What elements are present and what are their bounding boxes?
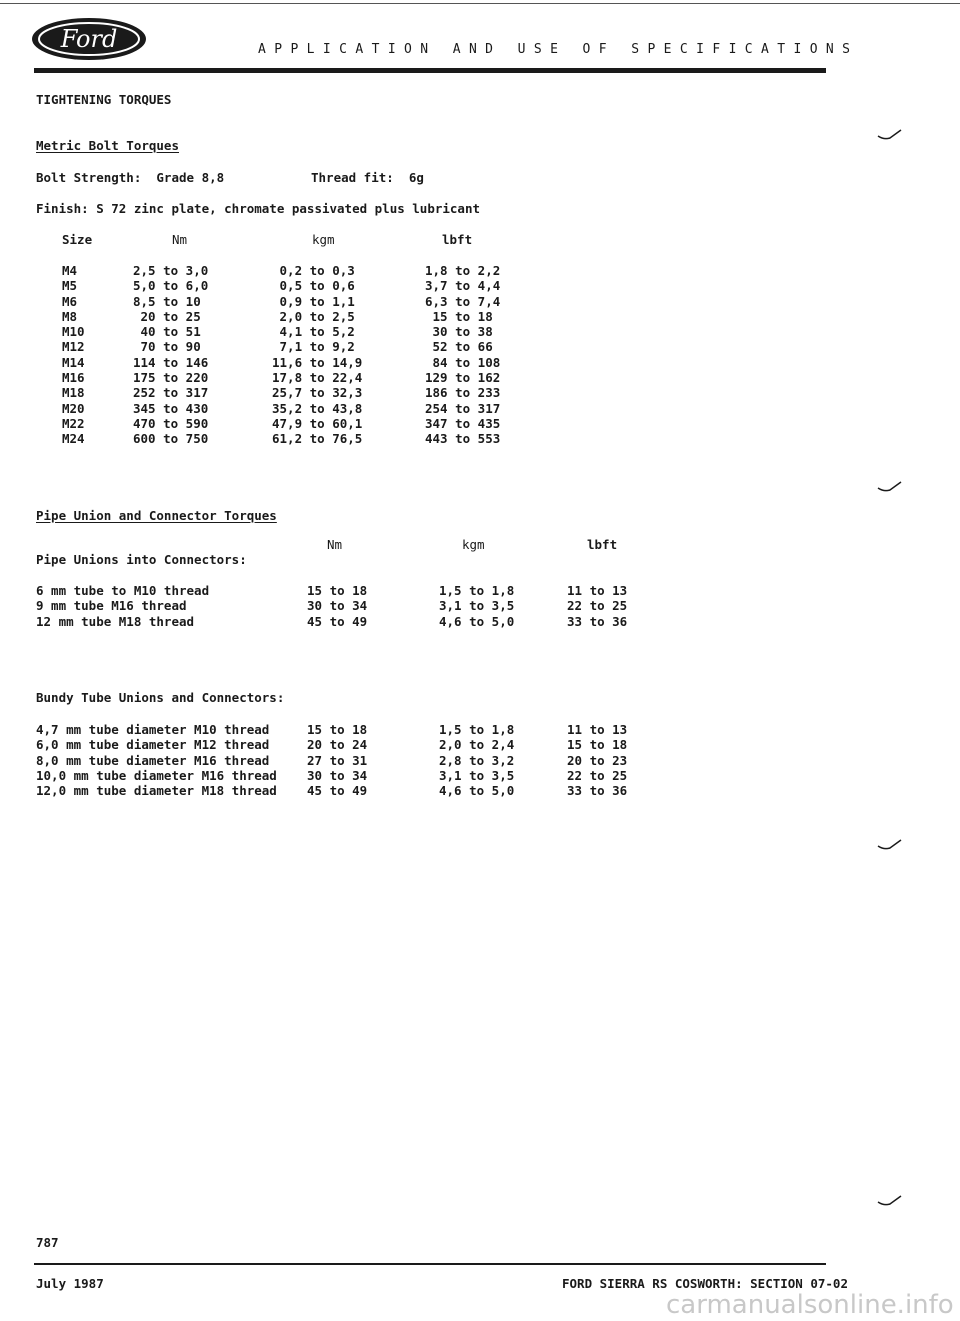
table-cell: 4,1 to 5,2	[272, 324, 355, 340]
table-cell: 254 to 317	[425, 400, 501, 416]
table-cell: 129 to 162	[425, 370, 501, 386]
table-cell: 1,5 to 1,8	[439, 722, 515, 737]
footer-rule	[34, 1263, 826, 1265]
table-cell: 6,0 mm tube diameter M12 thread	[36, 737, 270, 753]
table-cell: 45 to 49	[307, 613, 368, 629]
table-cell: 25,7 to 32,3	[272, 385, 363, 401]
table-cell: 6,3 to 7,4	[425, 293, 501, 309]
pipe-unions-nm-column	[307, 583, 367, 629]
table-cell: M24	[62, 431, 85, 447]
table-cell: M8	[62, 308, 78, 324]
table-cell: 252 to 317	[133, 385, 209, 401]
table-cell: 11,6 to 14,9	[272, 354, 363, 370]
table-cell: M4	[62, 263, 78, 278]
table-cell: 9 mm tube M16 thread	[36, 598, 187, 614]
table-cell: 3,1 to 3,5	[439, 598, 515, 614]
table-cell: 47,9 to 60,1	[272, 415, 363, 431]
table-cell: M22	[62, 415, 85, 431]
table-cell: 70 to 90	[133, 339, 201, 355]
table-cell: 2,0 to 2,5	[272, 308, 355, 324]
table-cell: 27 to 31	[307, 752, 368, 768]
table-cell: 15 to 18	[567, 737, 628, 753]
table-cell: 30 to 38	[425, 324, 493, 340]
pipe-col-header-nm: Nm	[327, 537, 343, 552]
table-cell: 3,1 to 3,5	[439, 767, 515, 783]
table-cell: 30 to 34	[307, 598, 368, 614]
table-cell: 15 to 18	[425, 308, 493, 324]
metric-lbft-column	[425, 263, 500, 447]
ford-logo	[30, 16, 148, 62]
table-cell: 35,2 to 43,8	[272, 400, 363, 416]
pipe-col-header-lbft: lbft	[587, 537, 618, 552]
table-cell: 33 to 36	[567, 783, 628, 799]
bundy-desc-column	[36, 722, 277, 798]
pipe-col-header-kgm: kgm	[462, 537, 485, 552]
table-cell: 2,8 to 3,2	[439, 752, 515, 768]
table-cell: M6	[62, 293, 78, 309]
top-hairline	[0, 3, 960, 4]
pipe-heading: Pipe Union and Connector Torques	[36, 508, 277, 523]
table-cell: 45 to 49	[307, 783, 368, 799]
table-cell: 2,0 to 2,4	[439, 737, 515, 753]
table-cell: 470 to 590	[133, 415, 209, 431]
pipe-unions-desc-column	[36, 583, 209, 629]
table-cell: 61,2 to 76,5	[272, 431, 363, 447]
table-cell: 345 to 430	[133, 400, 209, 416]
table-cell: 11 to 13	[567, 583, 628, 598]
table-cell: 20 to 24	[307, 737, 368, 753]
table-cell: 6 mm tube to M10 thread	[36, 583, 210, 598]
table-cell: 7,1 to 9,2	[272, 339, 355, 355]
col-header-lbft: lbft	[442, 232, 473, 247]
table-cell: 15 to 18	[307, 583, 368, 598]
table-cell: 186 to 233	[425, 385, 501, 401]
thread-fit: Thread fit: 6g	[311, 170, 424, 185]
col-header-nm: Nm	[172, 232, 188, 247]
table-cell: 4,6 to 5,0	[439, 613, 515, 629]
table-cell: 33 to 36	[567, 613, 628, 629]
pipe-unions-kgm-column	[439, 583, 514, 629]
col-header-kgm: kgm	[312, 232, 335, 247]
table-cell: M16	[62, 370, 85, 386]
table-cell: M20	[62, 400, 85, 416]
table-cell: 22 to 25	[567, 598, 628, 614]
table-cell: M14	[62, 354, 85, 370]
table-cell: 17,8 to 22,4	[272, 370, 363, 386]
table-cell: 12,0 mm tube diameter M18 thread	[36, 783, 277, 799]
watermark: carmanualsonline.info	[666, 1290, 954, 1320]
table-cell: 84 to 108	[425, 354, 501, 370]
table-cell: 22 to 25	[567, 767, 628, 783]
table-cell: 4,7 mm tube diameter M10 thread	[36, 722, 270, 737]
table-cell: 5,0 to 6,0	[133, 278, 209, 294]
table-cell: 1,8 to 2,2	[425, 263, 501, 278]
table-cell: 12 mm tube M18 thread	[36, 613, 195, 629]
table-cell: 30 to 34	[307, 767, 368, 783]
table-cell: 443 to 553	[425, 431, 501, 447]
margin-tick-icon	[876, 838, 904, 852]
section-title: TIGHTENING TORQUES	[36, 92, 172, 107]
table-cell: 52 to 66	[425, 339, 493, 355]
page-header-title: APPLICATION AND USE OF SPECIFICATIONS	[258, 42, 859, 57]
header-rule	[34, 68, 826, 73]
table-cell: 40 to 51	[133, 324, 201, 340]
table-cell: M12	[62, 339, 85, 355]
table-cell: 0,5 to 0,6	[272, 278, 355, 294]
table-cell: M5	[62, 278, 78, 294]
bundy-lbft-column	[567, 722, 627, 798]
table-cell: 4,6 to 5,0	[439, 783, 515, 799]
footer-date: July 1987	[36, 1276, 104, 1291]
page-number: 787	[36, 1235, 59, 1250]
bundy-nm-column	[307, 722, 367, 798]
col-header-size: Size	[62, 232, 93, 247]
footer-doc-reference: FORD SIERRA RS COSWORTH: SECTION 07-02	[562, 1276, 848, 1291]
table-cell: M18	[62, 385, 85, 401]
table-cell: 8,0 mm tube diameter M16 thread	[36, 752, 270, 768]
pipe-unions-lbft-column	[567, 583, 627, 629]
finish-spec: Finish: S 72 zinc plate, chromate passivated plus lubricant	[36, 201, 481, 216]
table-cell: 20 to 25	[133, 308, 201, 324]
pipe-unions-heading: Pipe Unions into Connectors:	[36, 552, 247, 567]
metric-size-column	[62, 263, 85, 447]
table-cell: 600 to 750	[133, 431, 209, 447]
table-cell: 175 to 220	[133, 370, 209, 386]
table-cell: 10,0 mm tube diameter M16 thread	[36, 767, 277, 783]
table-cell: 2,5 to 3,0	[133, 263, 209, 278]
bundy-heading: Bundy Tube Unions and Connectors:	[36, 690, 285, 705]
margin-tick-icon	[876, 128, 904, 142]
bolt-strength: Bolt Strength: Grade 8,8	[36, 170, 225, 185]
table-cell: 11 to 13	[567, 722, 628, 737]
metric-kgm-column	[272, 263, 362, 447]
table-cell: 15 to 18	[307, 722, 368, 737]
table-cell: M10	[62, 324, 85, 340]
table-cell: 20 to 23	[567, 752, 628, 768]
table-cell: 1,5 to 1,8	[439, 583, 515, 598]
table-cell: 3,7 to 4,4	[425, 278, 501, 294]
margin-tick-icon	[876, 1194, 904, 1208]
table-cell: 0,2 to 0,3	[272, 263, 355, 278]
table-cell: 114 to 146	[133, 354, 209, 370]
svg-text:Ford: Ford	[60, 25, 118, 53]
table-cell: 0,9 to 1,1	[272, 293, 355, 309]
margin-tick-icon	[876, 480, 904, 494]
bundy-kgm-column	[439, 722, 514, 798]
table-cell: 347 to 435	[425, 415, 501, 431]
metric-heading: Metric Bolt Torques	[36, 138, 179, 153]
table-cell: 8,5 to 10	[133, 293, 201, 309]
metric-nm-column	[133, 263, 208, 447]
